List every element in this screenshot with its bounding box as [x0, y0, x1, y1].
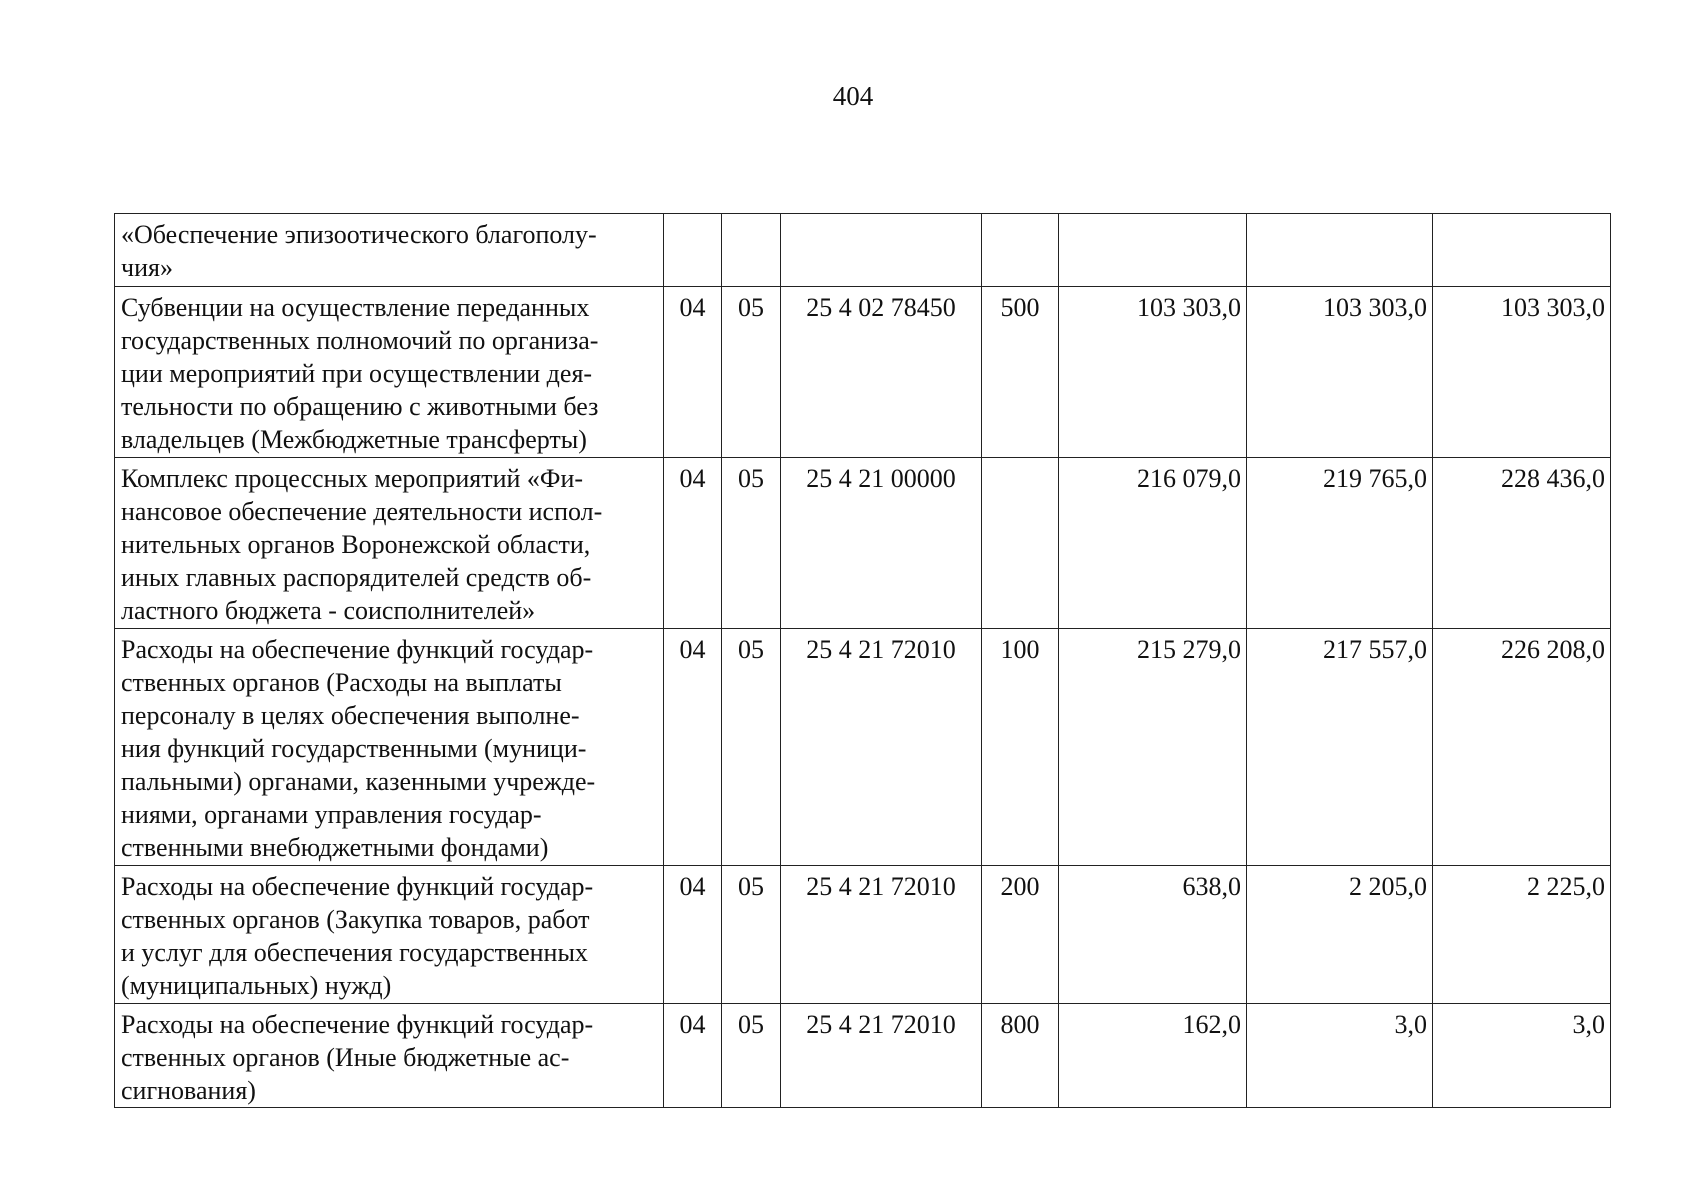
row-name-line: Расходы на обеспечение функций государ-	[121, 1010, 594, 1039]
row-name-line: сигнования)	[121, 1076, 256, 1105]
row-name-line: Субвенции на осуществление переданных	[121, 293, 590, 322]
row-name-cell	[115, 629, 664, 866]
subsection-code-cell: 05	[722, 287, 781, 458]
row-name-line: ции мероприятий при осуществлении дея-	[121, 359, 593, 388]
amount-year1-cell: 162,0	[1059, 1004, 1247, 1108]
row-name-line: Расходы на обеспечение функций государ-	[121, 872, 594, 901]
expense-type-cell: 200	[982, 866, 1059, 1004]
amount-year1-cell: 638,0	[1059, 866, 1247, 1004]
amount-year2-cell: 3,0	[1247, 1004, 1433, 1108]
target-article-cell: 25 4 21 72010	[781, 866, 982, 1004]
row-name-cell	[115, 458, 664, 629]
row-name-line: Расходы на обеспечение функций государ-	[121, 635, 594, 664]
target-article-cell: 25 4 02 78450	[781, 287, 982, 458]
row-name-line: персоналу в целях обеспечения выполне-	[121, 701, 580, 730]
expense-type-cell: 500	[982, 287, 1059, 458]
target-article-cell: 25 4 21 72010	[781, 1004, 982, 1108]
row-name-cell	[115, 287, 664, 458]
table-row	[115, 866, 1611, 1004]
target-article-cell	[781, 214, 982, 287]
amount-year2-cell: 217 557,0	[1247, 629, 1433, 866]
table-row	[115, 458, 1611, 629]
subsection-code-cell: 05	[722, 1004, 781, 1108]
expense-type-cell: 100	[982, 629, 1059, 866]
row-name-line: (муниципальных) нужд)	[121, 971, 392, 1000]
amount-year2-cell: 103 303,0	[1247, 287, 1433, 458]
row-name-cell	[115, 866, 664, 1004]
section-code-cell: 04	[664, 458, 722, 629]
row-name-line: пальными) органами, казенными учрежде-	[121, 767, 596, 796]
section-code-cell: 04	[664, 1004, 722, 1108]
budget-table	[114, 213, 1611, 1108]
row-name-line: владельцев (Межбюджетные трансферты)	[121, 425, 587, 454]
row-name-line: ниями, органами управления государ-	[121, 800, 542, 829]
row-name-cell	[115, 214, 664, 287]
amount-year3-cell: 103 303,0	[1433, 287, 1611, 458]
target-article-cell: 25 4 21 00000	[781, 458, 982, 629]
row-name-line: ственных органов (Расходы на выплаты	[121, 668, 562, 697]
amount-year1-cell: 103 303,0	[1059, 287, 1247, 458]
table-row	[115, 214, 1611, 287]
row-name-line: тельности по обращению с животными без	[121, 392, 599, 421]
row-name-line: и услуг для обеспечения государственных	[121, 938, 588, 967]
section-code-cell	[664, 214, 722, 287]
page-number: 404	[832, 81, 874, 111]
amount-year3-cell: 3,0	[1433, 1004, 1611, 1108]
row-name-line: ственных органов (Иные бюджетные ас-	[121, 1043, 570, 1072]
expense-type-cell: 800	[982, 1004, 1059, 1108]
row-name-line: государственных полномочий по организа-	[121, 326, 599, 355]
row-name-line: ластного бюджета - соисполнителей»	[121, 596, 536, 625]
amount-year2-cell: 2 205,0	[1247, 866, 1433, 1004]
table-row	[115, 629, 1611, 866]
amount-year2-cell	[1247, 214, 1433, 287]
row-name-line: иных главных распорядителей средств об-	[121, 563, 592, 592]
amount-year3-cell: 2 225,0	[1433, 866, 1611, 1004]
expense-type-cell	[982, 458, 1059, 629]
amount-year3-cell: 228 436,0	[1433, 458, 1611, 629]
amount-year2-cell: 219 765,0	[1247, 458, 1433, 629]
row-name-line: ственными внебюджетными фондами)	[121, 833, 549, 862]
subsection-code-cell: 05	[722, 866, 781, 1004]
subsection-code-cell: 05	[722, 629, 781, 866]
expense-type-cell	[982, 214, 1059, 287]
section-code-cell: 04	[664, 866, 722, 1004]
amount-year1-cell: 215 279,0	[1059, 629, 1247, 866]
table-row	[115, 1004, 1611, 1108]
target-article-cell: 25 4 21 72010	[781, 629, 982, 866]
row-name-line: нансовое обеспечение деятельности испол-	[121, 497, 603, 526]
row-name-line: ственных органов (Закупка товаров, работ	[121, 905, 590, 934]
row-name-line: Комплекс процессных мероприятий «Фи-	[121, 464, 584, 493]
amount-year3-cell	[1433, 214, 1611, 287]
row-name-line: нительных органов Воронежской области,	[121, 530, 591, 559]
subsection-code-cell: 05	[722, 458, 781, 629]
amount-year1-cell	[1059, 214, 1247, 287]
row-name-cell	[115, 1004, 664, 1108]
amount-year1-cell: 216 079,0	[1059, 458, 1247, 629]
subsection-code-cell	[722, 214, 781, 287]
row-name-line: «Обеспечение эпизоотического благополу-	[121, 220, 597, 249]
table-row	[115, 287, 1611, 458]
row-name-line: ния функций государственными (муници-	[121, 734, 587, 763]
row-name-line: чия»	[121, 253, 173, 282]
amount-year3-cell: 226 208,0	[1433, 629, 1611, 866]
section-code-cell: 04	[664, 287, 722, 458]
section-code-cell: 04	[664, 629, 722, 866]
